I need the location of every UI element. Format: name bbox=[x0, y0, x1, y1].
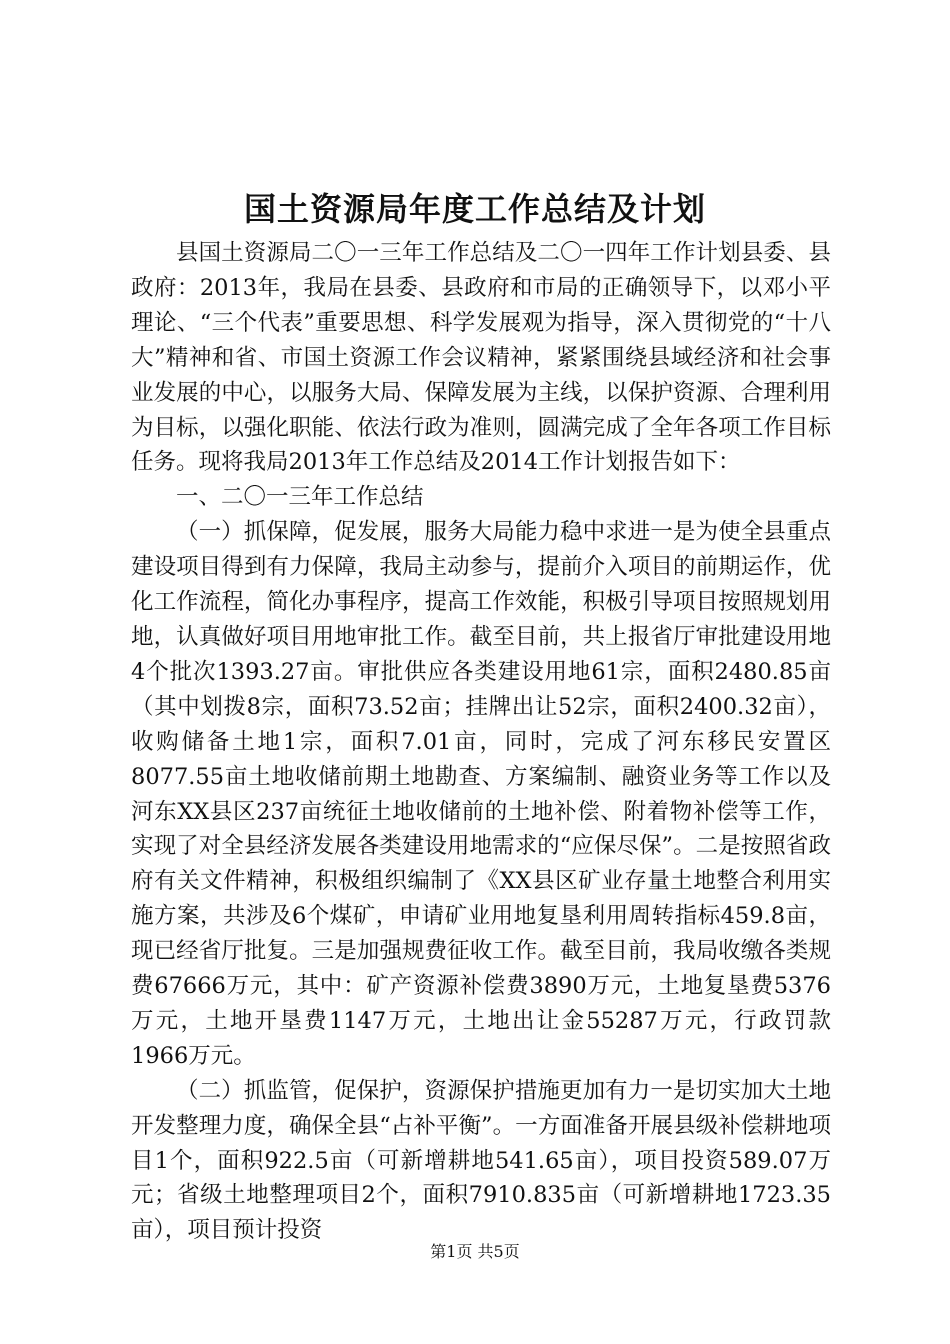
paragraph-intro: 县国土资源局二〇一三年工作总结及二〇一四年工作计划县委、县政府：2013年，我局在县委、县政府和市局的正确领导下，以邓小平理论、“三个代表”重要思想、科学发展观为指导，深入贯彻党的“十八大”精神和省、市国土资源工作会议精神，紧紧围绕县域经济和社会事业发展的中心，以服务大局、保障发展为主线，以保护资源、合理利用为目标，以强化职能、依法行政为准则，圆满完成了全年各项工作目标任务。现将我局2013年工作总结及2014工作计划报告如下： bbox=[131, 240, 831, 476]
paragraph-section-2: （二）抓监管，促保护，资源保护措施更加有力一是切实加大土地开发整理力度，确保全县“占补平衡”。一方面准备开展县级补偿耕地项目1个，面积922.5亩（可新增耕地541.65亩），项目投资589.07万元；省级土地整理项目2个，面积7910.835亩（可新增耕地1723.35亩），项目预计投资 bbox=[131, 1077, 831, 1244]
page-footer: 第1页 共5页 bbox=[430, 1242, 520, 1261]
document-title: 国土资源局年度工作总结及计划 bbox=[243, 190, 706, 228]
section-heading: 一、二〇一三年工作总结 bbox=[176, 484, 424, 511]
paragraph-section-1: （一）抓保障，促发展，服务大局能力稳中求进一是为使全县重点建设项目得到有力保障，我局主动参与，提前介入项目的前期运作，优化工作流程，简化办事程序，提高工作效能，积极引导项目按照规划用地，认真做好项目用地审批工作。截至目前，共上报省厅审批建设用地4个批次1393.27亩。审批供应各类建设用地61宗，面积2480.85亩（其中划拨8宗，面积73.52亩；挂牌出让52宗，面积2400.32亩），收购储备土地1宗，面积7.01亩，同时，完成了河东移民安置区8077.55亩土地收储前期土地勘查、方案编制、融资业务等工作以及河东XX县区237亩统征土地收储前的土地补偿、附着物补偿等工作，实现了对全县经济发展各类建设用地需求的“应保尽保”。二是按照省政府有关文件精神，积极组织编制了《XX县区矿业存量土地整合利用实施方案，共涉及6个煤矿，申请矿业用地复垦利用周转指标459.8亩，现已经省厅批复。三是加强规费征收工作。截至目前，我局收缴各类规费67666万元，其中：矿产资源补偿费3890万元，土地复垦费5376万元，土地开垦费1147万元，土地出让金55287万元，行政罚款1966万元。 bbox=[131, 519, 831, 1069]
document-body bbox=[131, 236, 831, 1248]
